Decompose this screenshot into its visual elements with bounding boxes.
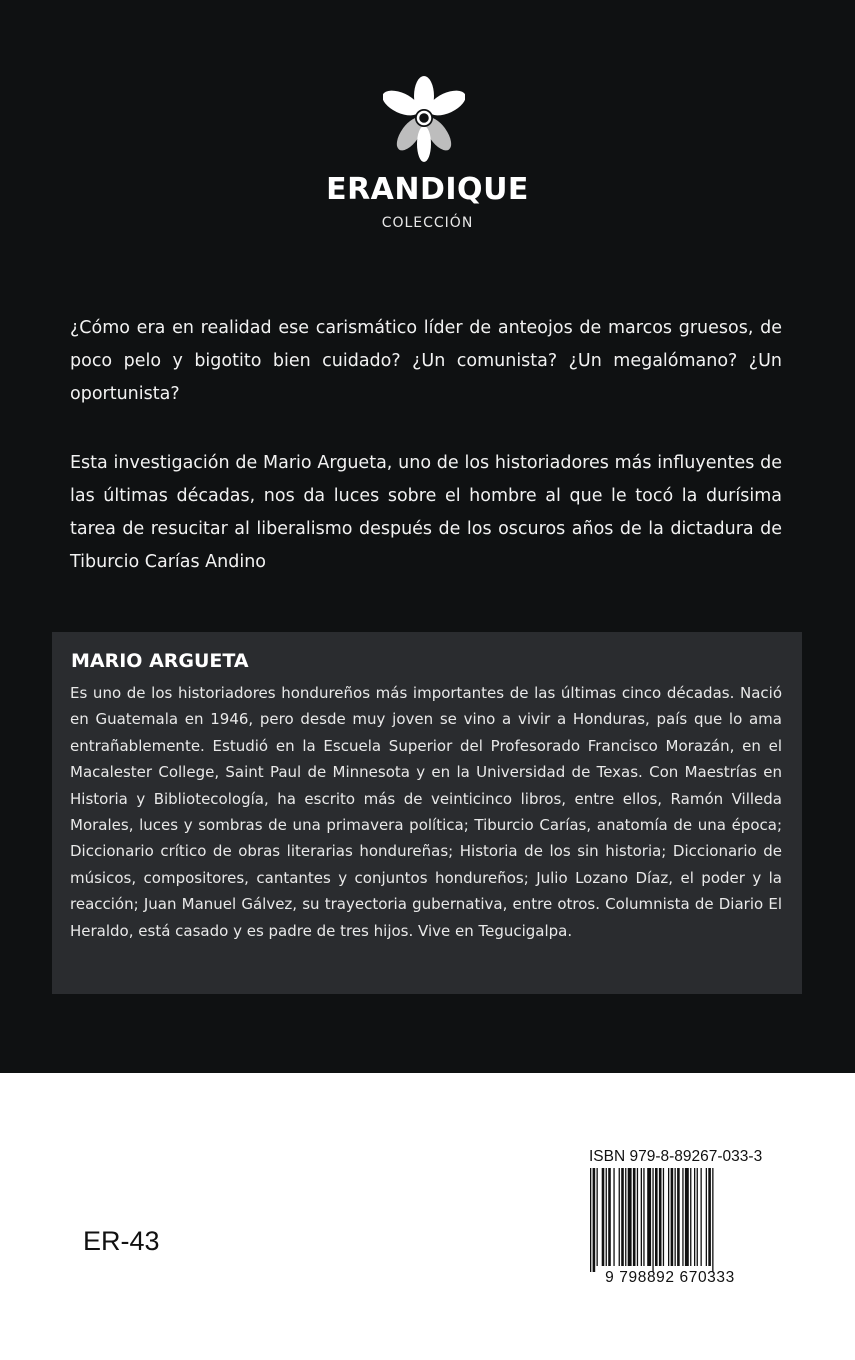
isbn-label: ISBN 979-8-89267-033-3 xyxy=(589,1148,763,1165)
barcode-bar xyxy=(675,1168,676,1266)
barcode-bar xyxy=(708,1168,711,1266)
barcode-bar xyxy=(633,1168,636,1266)
author-panel xyxy=(52,632,802,994)
author-bio: Es uno de los historiadores hondureños más importantes de las últimas cinco décadas. Nació en Guatemala en 1946, pero desde muy joven se vino a vivir a Honduras, país que lo ama entrañablemente. Estudió en la Escuela Superior del Profesorado Francisco Morazán, en el Macalester College, Saint Paul de Minnesota y en la Universidad de Texas. Con Maestrías en Historia y Bibliotecología, ha escrito más de veinticinco libros, entre ellos, Ramón Villeda Morales, luces y sombras de una primavera política; Tiburcio Carías, anatomía de una época; Diccionario crítico de obras literarias hondureñas; Historia de los sin historia; Diccionario de músicos, compositores, cantantes y conjuntos hondureños; Julio Lozano Díaz, el poder y la reacción; Juan Manuel Gálvez, su trayectoria gubernativa, entre otros. Columnista de Diario El Heraldo, está casado y es padre de tres hijos. Vive en Tegucigalpa. xyxy=(70,684,782,940)
blurb-paragraph-1: ¿Cómo era en realidad ese carismático líder de anteojos de marcos gruesos, de poco pelo y bigotito bien cuidado? ¿Un comunista? ¿Un megalómano? ¿Un oportunista? xyxy=(70,318,782,404)
author-name: MARIO ARGUETA xyxy=(71,650,249,672)
barcode-bar xyxy=(637,1168,638,1266)
barcode-bar xyxy=(682,1168,683,1266)
barcode-bar xyxy=(701,1168,702,1266)
barcode-bar xyxy=(677,1168,680,1266)
barcode-bar xyxy=(659,1168,662,1266)
barcode-bar xyxy=(619,1168,620,1266)
barcode-bar xyxy=(606,1168,607,1266)
barcode-bar xyxy=(690,1168,691,1266)
flower-icon xyxy=(383,76,465,162)
barcode-bar xyxy=(697,1168,698,1266)
barcode xyxy=(588,1168,752,1272)
barcode-bar xyxy=(628,1168,632,1266)
barcode-bar xyxy=(668,1168,669,1266)
barcode-bar xyxy=(593,1168,596,1272)
barcode-bar xyxy=(671,1168,674,1266)
barcode-bar xyxy=(608,1168,611,1266)
barcode-bar xyxy=(647,1168,651,1266)
barcode-bar xyxy=(655,1168,658,1266)
barcode-bar xyxy=(602,1168,605,1266)
series-code: ER-43 xyxy=(83,1226,160,1256)
collection-subtitle: COLECCIÓN xyxy=(381,215,474,231)
barcode-bar xyxy=(712,1168,713,1272)
barcode-bar xyxy=(590,1168,591,1272)
barcode-bar xyxy=(685,1168,689,1266)
barcode-bar xyxy=(597,1168,598,1266)
barcode-bar xyxy=(652,1168,653,1272)
barcode-bar xyxy=(621,1168,624,1266)
barcode-bar xyxy=(643,1168,644,1266)
blurb-paragraph-2: Esta investigación de Mario Argueta, uno de los historiadores más influyentes de las últimas décadas, nos da luces sobre el hombre al que le tocó la durísima tarea de resucitar al liberalismo después de los oscuros años de la dictadura de Tiburcio Carías Andino xyxy=(70,453,782,572)
barcode-bar xyxy=(706,1168,707,1266)
barcode-bar xyxy=(641,1168,642,1266)
barcode-bar xyxy=(694,1168,695,1266)
barcode-bar xyxy=(613,1168,614,1266)
barcode-bar xyxy=(625,1168,626,1266)
collection-name: ERANDIQUE xyxy=(326,172,529,207)
barcode-bar xyxy=(663,1168,664,1266)
barcode-digits: 9 798892 670333 xyxy=(605,1269,735,1286)
